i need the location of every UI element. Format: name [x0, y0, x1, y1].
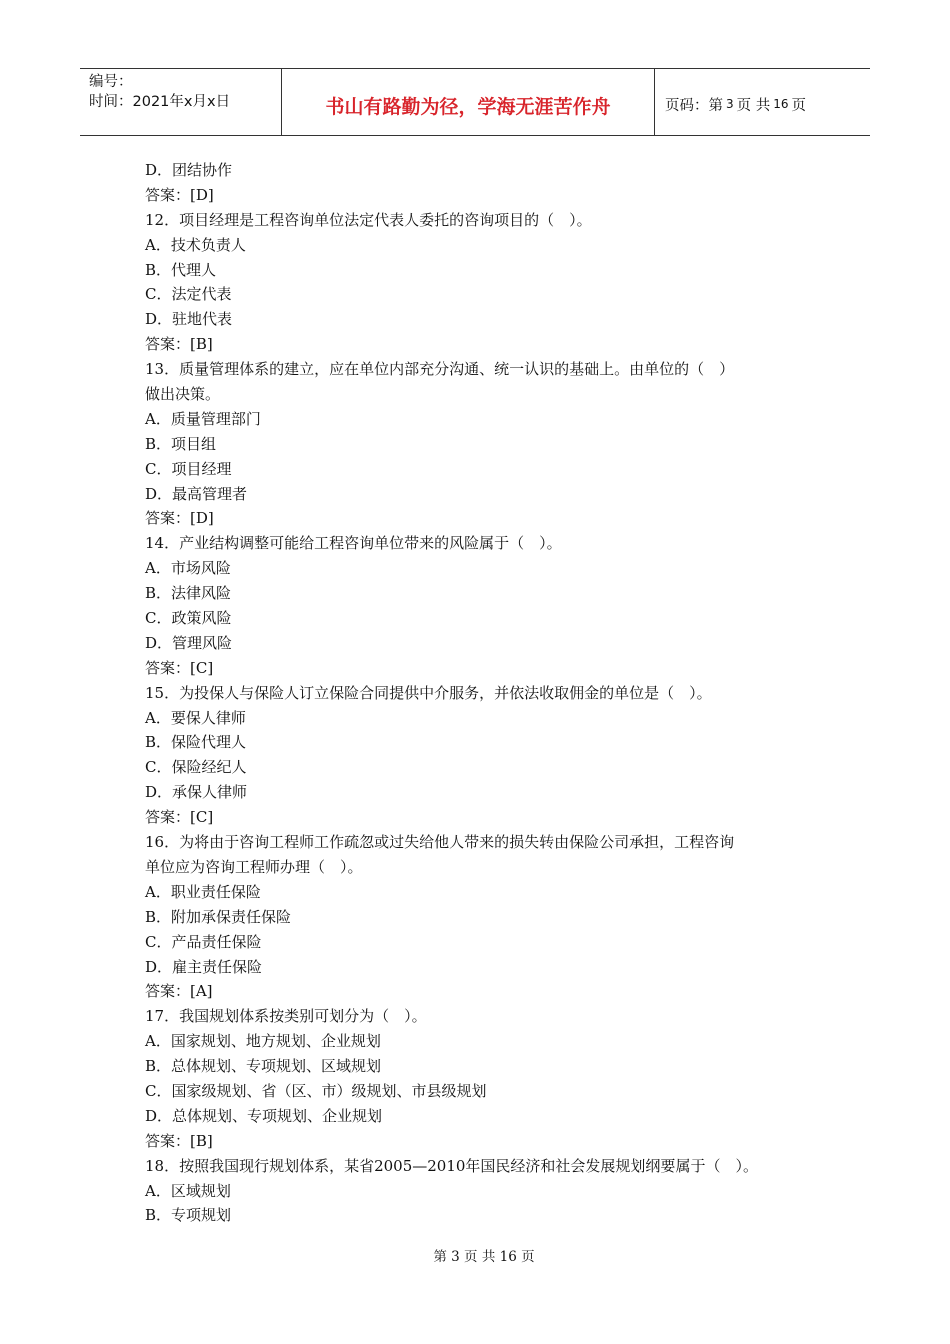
- option-line: D．驻地代表: [145, 310, 233, 329]
- option-line: A．国家规划、地方规划、企业规划: [145, 1032, 381, 1051]
- option-line: B．附加承保责任保险: [145, 907, 292, 926]
- option-line: D．最高管理者: [145, 484, 248, 503]
- option-line: A．技术负责人: [145, 235, 246, 254]
- option-line: A．市场风险: [145, 559, 231, 578]
- option-line: A．职业责任保险: [145, 882, 261, 901]
- option-line: B．专项规划: [145, 1206, 232, 1225]
- page-footer: 第 3 页 共 16 页: [433, 1249, 535, 1265]
- option-line: C．项目经理: [145, 459, 232, 478]
- question-13: 13．质量管理体系的建立，应在单位内部充分沟通、统一认识的基础上。由单位的（ ）: [145, 360, 735, 379]
- header-meta: [80, 69, 282, 135]
- question-list: [145, 158, 825, 1228]
- option-line: B．保险代理人: [145, 733, 247, 752]
- answer-line: 答案：[D]: [145, 185, 214, 204]
- question-17: 17．我国规划体系按类别可划分为（ ）。: [145, 1007, 427, 1026]
- answer-line: 答案：[B]: [145, 1131, 213, 1150]
- number-label: 编号：: [89, 74, 133, 90]
- page-current: 3: [726, 97, 734, 111]
- time-label: 时间：2021年x月x日: [89, 94, 231, 110]
- answer-line: 答案：[A]: [145, 982, 213, 1001]
- option-line: D．总体规划、专项规划、企业规划: [145, 1106, 383, 1125]
- question-13-cont: 做出决策。: [145, 385, 221, 404]
- option-line: B．总体规划、专项规划、区域规划: [145, 1057, 382, 1076]
- page-prefix: 页码：第: [665, 97, 723, 114]
- option-line: D．承保人律师: [145, 783, 248, 802]
- page-header: [80, 68, 870, 136]
- option-line: D．雇主责任保险: [145, 957, 263, 976]
- option-line: B．代理人: [145, 260, 217, 279]
- page-suffix: 页: [791, 97, 807, 114]
- header-page-info: [655, 69, 870, 135]
- option-line: B．法律风险: [145, 584, 232, 603]
- option-line: A．区域规划: [145, 1181, 231, 1200]
- option-line: A．要保人律师: [145, 708, 246, 727]
- question-16: 16．为将由于咨询工程师工作疏忽或过失给他人带来的损失转由保险公司承担，工程咨询: [145, 833, 735, 852]
- option-line: D．管理风险: [145, 633, 233, 652]
- page-mid: 页 共: [736, 97, 771, 114]
- page-total: 16: [773, 97, 789, 111]
- question-12: 12．项目经理是工程咨询单位法定代表人委托的咨询项目的（ ）。: [145, 210, 592, 229]
- option-line: C．政策风险: [145, 609, 232, 628]
- option-line: C．国家级规划、省（区、市）级规划、市县级规划: [145, 1081, 487, 1100]
- header-motto: 书山有路勤为径，学海无涯苦作舟: [282, 69, 655, 135]
- option-line: B．项目组: [145, 434, 217, 453]
- answer-line: 答案：[D]: [145, 509, 214, 528]
- question-18: 18．按照我国现行规划体系，某省2005—2010年国民经济和社会发展规划纲要属于（ ）。: [145, 1156, 758, 1175]
- text-line: D．团结协作: [145, 161, 233, 179]
- answer-line: 答案：[C]: [145, 658, 214, 677]
- question-16-cont: 单位应为咨询工程师办理（ ）。: [145, 857, 363, 876]
- option-line: C．法定代表: [145, 285, 232, 304]
- question-15: 15．为投保人与保险人订立保险合同提供中介服务，并依法收取佣金的单位是（ ）。: [145, 683, 712, 702]
- option-line: A．质量管理部门: [145, 409, 261, 428]
- answer-line: 答案：[C]: [145, 808, 214, 827]
- answer-line: 答案：[B]: [145, 335, 213, 354]
- option-line: C．产品责任保险: [145, 932, 262, 951]
- option-line: C．保险经纪人: [145, 758, 247, 777]
- question-14: 14．产业结构调整可能给工程咨询单位带来的风险属于（ ）。: [145, 534, 562, 553]
